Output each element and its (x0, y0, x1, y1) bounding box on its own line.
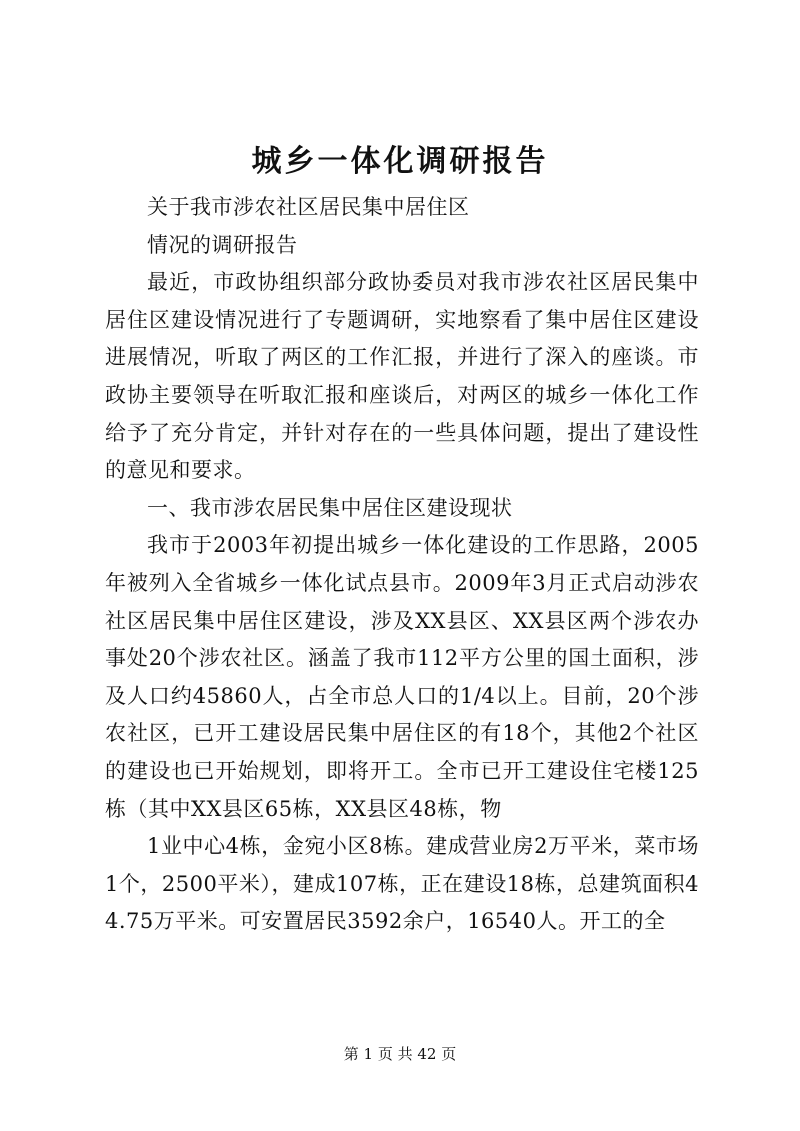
body-paragraph: 关于我市涉农社区居民集中居住区 (147, 195, 470, 219)
body-paragraph: 情况的调研报告 (147, 232, 298, 257)
body-paragraph: 我市于2003年初提出城乡一体化建设的工作思路，2005年被列入全省城乡一体化试点县市。2009年3月正式启动涉农社区居民集中居住区建设，涉及XX县区、XX县区两个涉农办事处20个涉农社区。涵盖了我市112平方公里的国土面积，涉及人口约45860人，占全市总人口的1/4以上。目前，20个涉农社区，已开工建设居民集中居住区的有18个，其他2个社区的建设也已开始规划，即将开工。全市已开工建设住宅楼125栋（其中XX县区65栋，XX县区48栋，物 (105, 533, 699, 821)
page-footer: 第 1 页 共 42 页 (343, 1045, 457, 1063)
body-paragraph: 最近，市政协组织部分政协委员对我市涉农社区居民集中居住区建设情况进行了专题调研，实地察看了集中居住区建设进展情况，听取了两区的工作汇报，并进行了深入的座谈。市政协主要领导在听取汇报和座谈后，对两区的城乡一体化工作给予了充分肯定，并针对存在的一些具体问题，提出了建设性的意见和要求。 (105, 270, 699, 483)
body-paragraph: 1业中心4栋，金宛小区8栋。建成营业房2万平米，菜市场1个，2500平米），建成107栋，正在建设18栋，总建筑面积44.75万平米。可安置居民3592余户，16540人。开工的全 (105, 834, 699, 934)
section-heading: 一、我市涉农居民集中居住区建设现状 (147, 495, 513, 520)
document-body (105, 189, 699, 941)
document-title: 城乡一体化调研报告 (251, 144, 549, 179)
